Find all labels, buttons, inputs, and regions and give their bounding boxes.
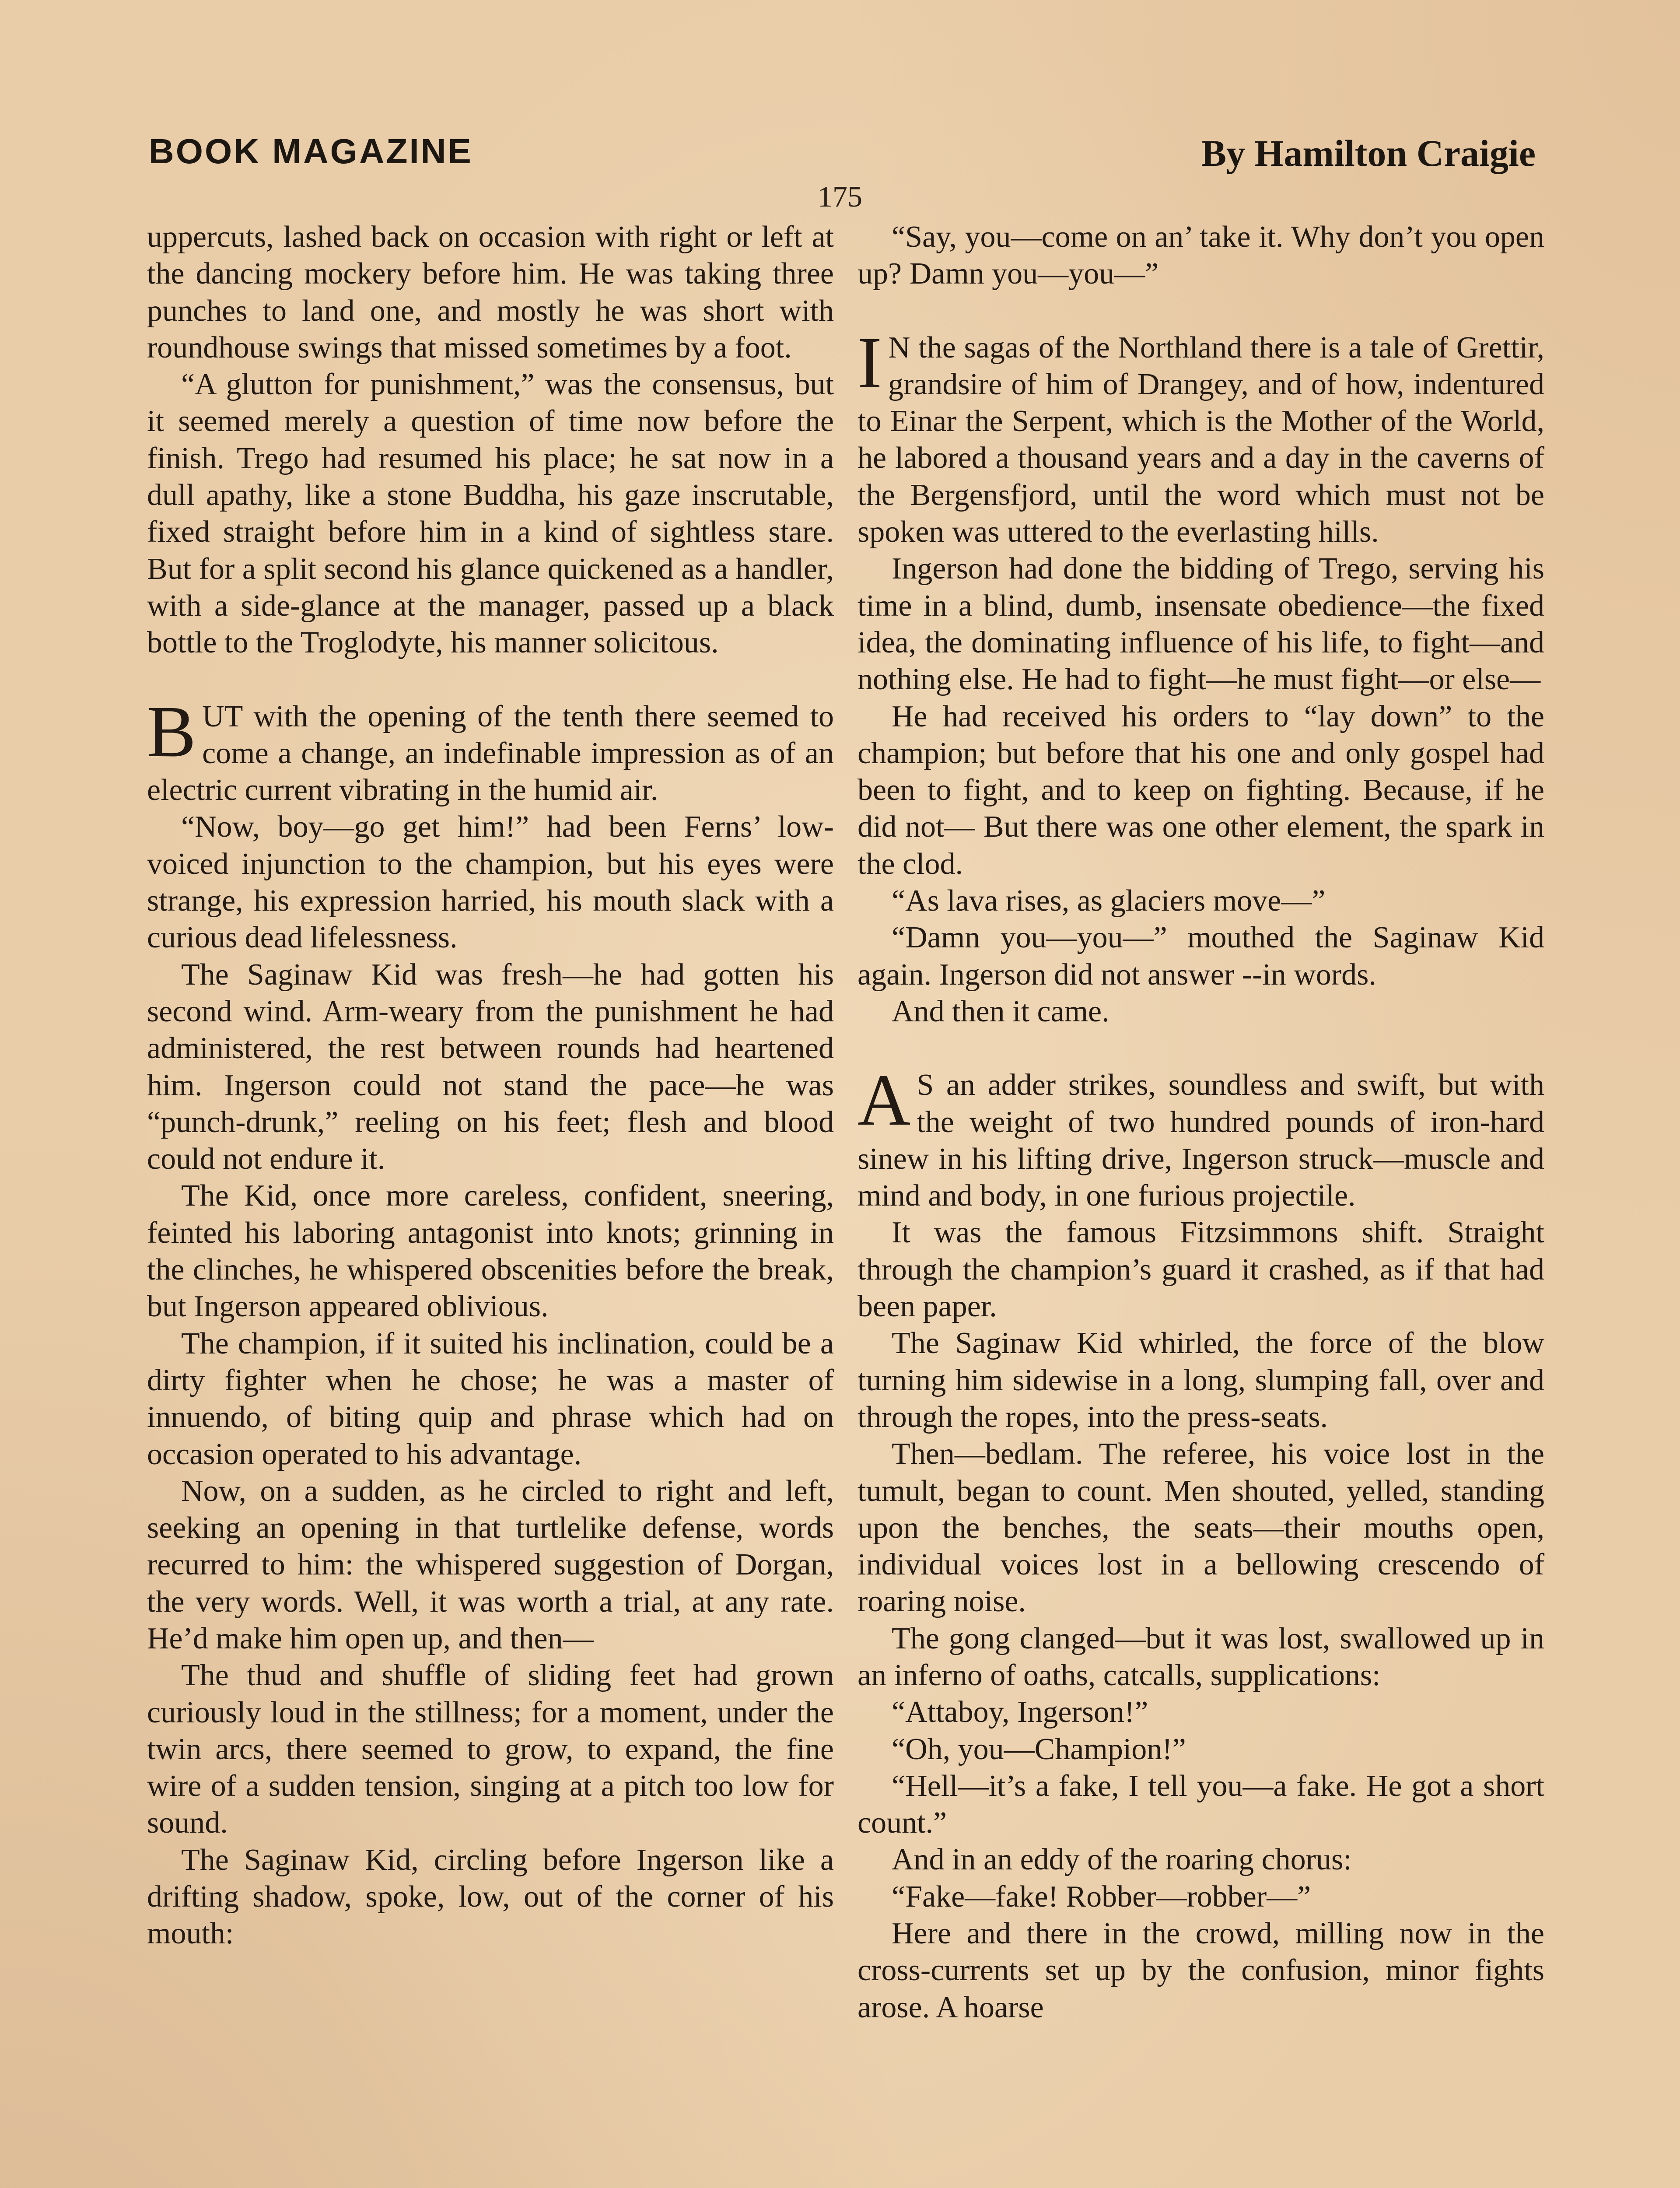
paragraph: “As lava rises, as glaciers move—” xyxy=(892,884,1326,918)
drop-cap: B xyxy=(147,691,196,772)
section-paragraph xyxy=(858,1059,1544,1214)
paragraph: Here and there in the crowd, milling now in the cross-currents set up by the confusion, minor fights arose. A hoarse xyxy=(858,1917,1544,2024)
paragraph: Ingerson had done the bidding of Trego, serving his time in a blind, dumb, insensate obedience—the fixed idea, the dominating influence of his life, to fight—and nothing else. He had to fight—he must fight—or else— xyxy=(858,552,1544,697)
drop-cap: I xyxy=(858,322,882,403)
paragraph: He had received his orders to “lay down” to the champion; but before that his one and only gospel had been to fight, and to keep on fighting. Because, if he did not— But there was one other element, the spark in the clod. xyxy=(858,699,1544,881)
paragraph-text: S an adder strikes, soundless and swift, but with the weight of two hundred pounds of iron-hard sinew in his lifting drive, Ingerson struck—muscle and mind and body, in one furious projectile. xyxy=(858,1068,1544,1213)
paragraph: “Hell—it’s a fake, I tell you—a fake. He got a short count.” xyxy=(858,1769,1544,1840)
paragraph: The gong clanged—but it was lost, swallowed up in an inferno of oaths, catcalls, supplications: xyxy=(858,1621,1544,1692)
author-byline: By Hamilton Craigie xyxy=(1201,132,1536,174)
paragraph: “Now, boy—go get him!” had been Ferns’ low-voiced injunction to the champion, but his eyes were strange, his expression harried, his mouth slack with a curious dead lifelessness. xyxy=(147,810,834,955)
paragraph: It was the famous Fitzsimmons shift. Straight through the champion’s guard it crashed, as if that had been paper. xyxy=(858,1216,1544,1324)
paragraph: The champion, if it suited his inclination, could be a dirty fighter when he chose; he was a master of innuendo, of biting quip and phrase which had on occasion operated to his advantage. xyxy=(147,1326,834,1471)
paragraph: “Oh, you—Champion!” xyxy=(892,1732,1186,1766)
paragraph: “Damn you—you—” mouthed the Saginaw Kid again. Ingerson did not answer --in words. xyxy=(858,921,1544,992)
paragraph: Then—bedlam. The referee, his voice lost in the tumult, began to count. Men shouted, yelled, standing upon the benches, the seats—their mouths open, individual voices lost in a bellowing crescendo of roaring noise. xyxy=(858,1437,1544,1619)
right-column xyxy=(858,219,1544,2026)
page-number: 175 xyxy=(818,180,862,213)
magazine-title: BOOK MAGAZINE xyxy=(149,132,473,171)
paragraph: “Fake—fake! Robber—robber—” xyxy=(892,1879,1311,1914)
paragraph: The Saginaw Kid whirled, the force of the blow turning him sidewise in a long, slumping fall, over and through the ropes, into the press-seats. xyxy=(858,1326,1544,1434)
paragraph: “Attaboy, Ingerson!” xyxy=(892,1695,1148,1729)
paragraph: The Kid, once more careless, confident, sneering, feinted his laboring antagonist into knots; grinning in the clinches, he whispered obscenities before the break, but Ingerson appeared oblivious. xyxy=(147,1179,834,1324)
paragraph-text: UT with the opening of the tenth there seemed to come a change, an indefinable impression as of an electric current vibrating in the humid air. xyxy=(147,699,834,807)
page-header xyxy=(144,131,1536,184)
paragraph: uppercuts, lashed back on occasion with right or left at the dancing mockery before him. He was taking three punches to land one, and mostly he was short with roundhouse swings that missed sometimes by a foot. xyxy=(147,220,834,365)
section-paragraph xyxy=(147,691,834,809)
paragraph: “A glutton for punishment,” was the consensus, but it seemed merely a question of time now before the finish. Trego had resumed his place; he sat now in a dull apathy, like a stone Buddha, his gaze inscrutable, fixed straight before him in a kind of sightless stare. But for a split second his glance quickened as a handler, with a side-glance at the manager, passed up a black bottle to the Troglodyte, his manner solicitous. xyxy=(147,368,834,660)
paragraph: The thud and shuffle of sliding feet had grown curiously loud in the stillness; for a moment, under the twin arcs, there seemed to grow, to expand, the fine wire of a sudden tension, singing at a pitch too low for sound. xyxy=(147,1659,834,1840)
paragraph: “Say, you—come on an’ take it. Why don’t you open up? Damn you—you—” xyxy=(858,220,1544,291)
paragraph: And then it came. xyxy=(892,994,1110,1028)
paragraph: The Saginaw Kid, circling before Ingerson like a drifting shadow, spoke, low, out of the corner of his mouth: xyxy=(147,1843,834,1951)
paragraph: Now, on a sudden, as he circled to right and left, seeking an opening in that turtlelike defense, words recurred to him: the whispered suggestion of Dorgan, the very words. Well, it was worth a trial, at any rate. He’d make him open up, and then— xyxy=(147,1474,834,1655)
paragraph-text: N the sagas of the Northland there is a tale of Grettir, grandsire of him of Drangey, and of how, indentured to Einar the Serpent, which is the Mother of the World, he labored a thousand years and a day in the caverns of the Bergensfjord, until the word which must not be spoken was uttered to the everlasting hills. xyxy=(858,330,1544,549)
paragraph: And in an eddy of the roaring chorus: xyxy=(892,1843,1352,1877)
paragraph: The Saginaw Kid was fresh—he had gotten his second wind. Arm-weary from the punishment he had administered, the rest between rounds had heartened him. Ingerson could not stand the pace—he was “punch-drunk,” reeling on his feet; flesh and blood could not endure it. xyxy=(147,957,834,1176)
left-column xyxy=(147,219,834,1953)
drop-cap: A xyxy=(858,1059,911,1141)
section-paragraph xyxy=(858,322,1544,551)
